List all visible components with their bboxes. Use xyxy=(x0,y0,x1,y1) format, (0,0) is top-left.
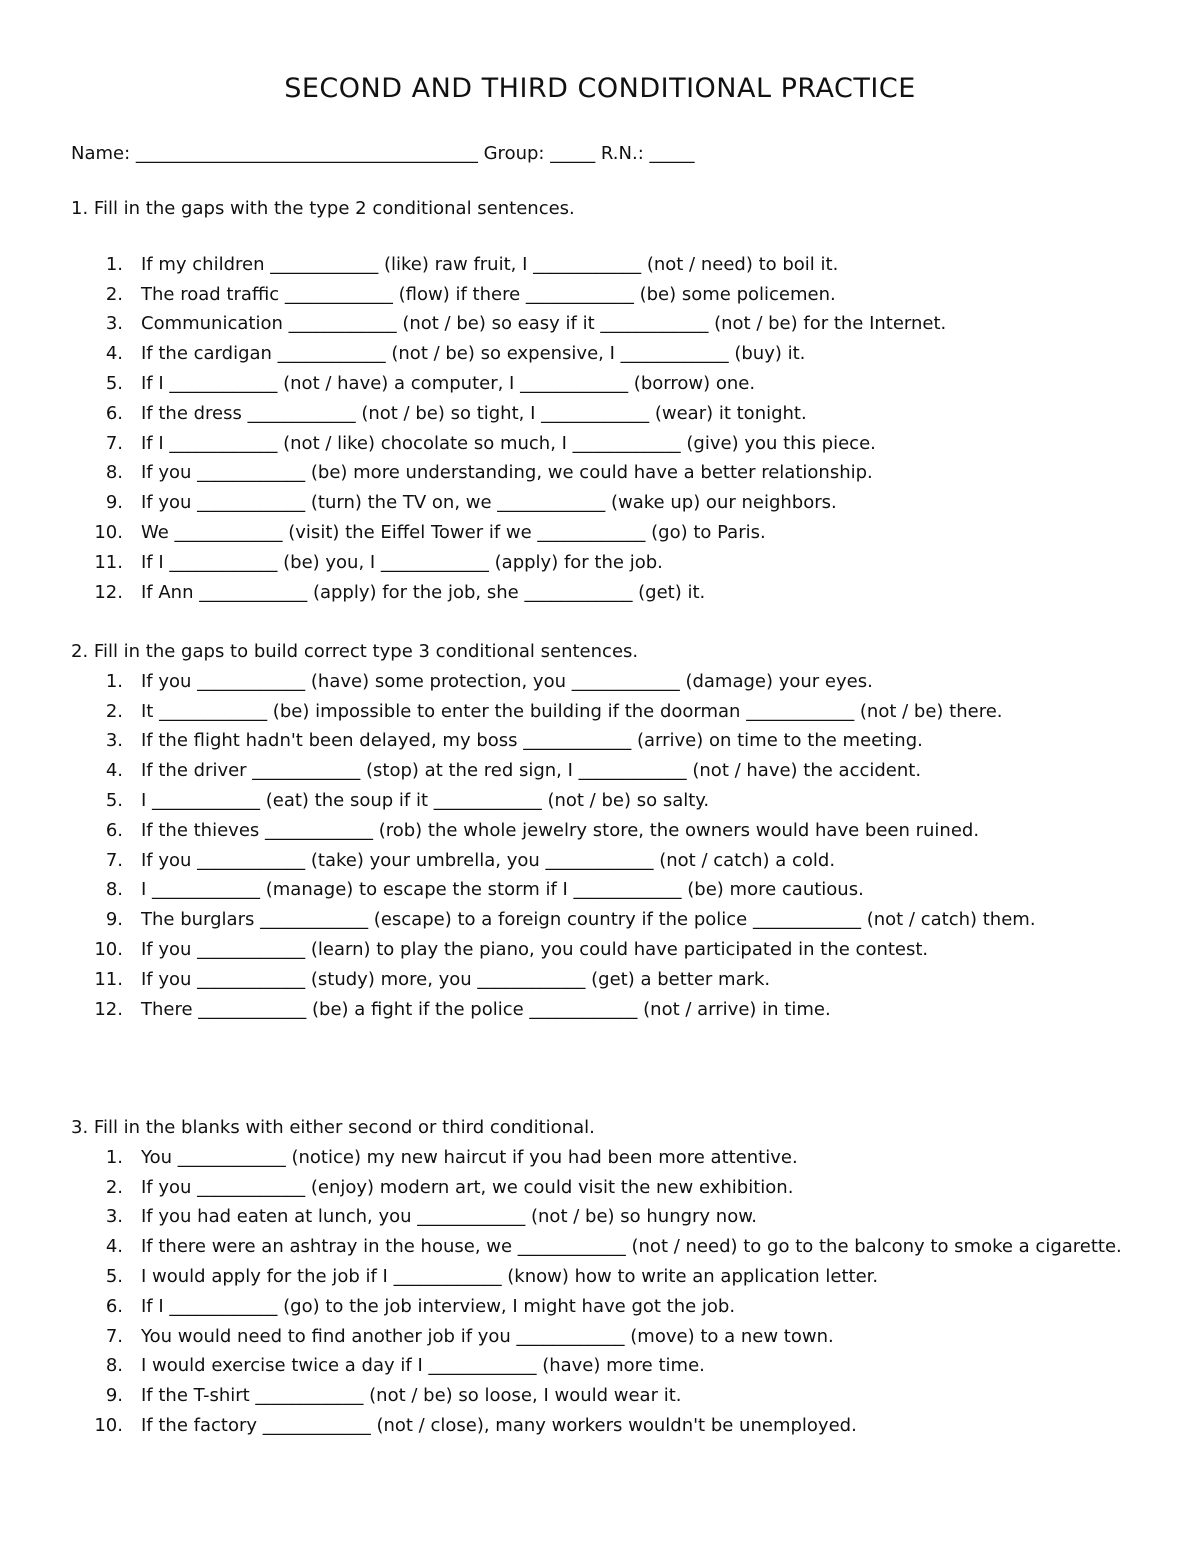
item-text: If you ____________ (be) more understanding, we could have a better relationship. xyxy=(141,462,873,484)
item-text: If the dress ____________ (not / be) so tight, I ____________ (wear) it tonight. xyxy=(141,402,807,424)
item-number: 3. xyxy=(105,313,123,335)
item-number: 9. xyxy=(105,492,123,514)
section-mixed xyxy=(71,1113,1141,1441)
exercise-item xyxy=(71,1292,1141,1322)
exercise-item xyxy=(71,429,1141,459)
item-text: If you ____________ (have) some protection, you ____________ (damage) your eyes. xyxy=(141,670,873,692)
exercise-item xyxy=(71,458,1141,488)
item-text: If I ____________ (not / like) chocolate so much, I ____________ (give) you this piece. xyxy=(141,432,876,454)
item-text: If Ann ____________ (apply) for the job, she ____________ (get) it. xyxy=(141,581,706,603)
item-number: 10. xyxy=(94,938,123,960)
exercise-item xyxy=(71,1381,1141,1411)
item-number: 12. xyxy=(94,998,123,1020)
exercise-item xyxy=(71,1143,1141,1173)
item-number: 2. xyxy=(105,283,123,305)
exercise-item xyxy=(71,578,1141,608)
exercise-list xyxy=(71,1143,1141,1441)
item-text: If I ____________ (not / have) a computer, I ____________ (borrow) one. xyxy=(141,372,756,394)
section-type2 xyxy=(71,194,1141,607)
exercise-item xyxy=(71,935,1141,965)
item-text: If I ____________ (go) to the job interview, I might have got the job. xyxy=(141,1295,736,1317)
item-text: We ____________ (visit) the Eiffel Tower if we ____________ (go) to Paris. xyxy=(141,521,766,543)
item-text: I ____________ (manage) to escape the storm if I ____________ (be) more cautious. xyxy=(141,879,864,901)
item-text: The road traffic ____________ (flow) if there ____________ (be) some policemen. xyxy=(141,283,836,305)
item-number: 3. xyxy=(105,730,123,752)
item-number: 7. xyxy=(105,849,123,871)
exercise-item xyxy=(71,280,1141,310)
exercise-item xyxy=(71,369,1141,399)
exercise-item xyxy=(71,786,1141,816)
item-text: If my children ____________ (like) raw fruit, I ____________ (not / need) to boil it. xyxy=(141,253,839,275)
exercise-item xyxy=(71,905,1141,935)
item-number: 2. xyxy=(105,700,123,722)
item-number: 6. xyxy=(105,402,123,424)
item-text: If the driver ____________ (stop) at the red sign, I ____________ (not / have) the accident. xyxy=(141,760,922,782)
item-text: There ____________ (be) a fight if the police ____________ (not / arrive) in time. xyxy=(141,998,831,1020)
item-text: If the flight hadn't been delayed, my boss ____________ (arrive) on time to the meeting. xyxy=(141,730,923,752)
exercise-item xyxy=(71,399,1141,429)
item-number: 12. xyxy=(94,581,123,603)
exercise-item xyxy=(71,339,1141,369)
item-number: 10. xyxy=(94,521,123,543)
exercise-item xyxy=(71,1173,1141,1203)
exercise-item xyxy=(71,667,1141,697)
exercise-item xyxy=(71,488,1141,518)
item-text: If you ____________ (study) more, you ____________ (get) a better mark. xyxy=(141,968,771,990)
exercise-list xyxy=(71,667,1141,1025)
item-number: 7. xyxy=(105,432,123,454)
item-number: 5. xyxy=(105,789,123,811)
exercise-item xyxy=(71,1202,1141,1232)
exercise-item xyxy=(71,726,1141,756)
exercise-item xyxy=(71,875,1141,905)
item-number: 9. xyxy=(105,1385,123,1407)
section-heading: 1. Fill in the gaps with the type 2 conditional sentences. xyxy=(71,198,575,219)
item-number: 3. xyxy=(105,1206,123,1228)
item-number: 11. xyxy=(94,551,123,573)
page-title: SECOND AND THIRD CONDITIONAL PRACTICE xyxy=(284,73,916,104)
item-text: If the T-shirt ____________ (not / be) so loose, I would wear it. xyxy=(141,1385,682,1407)
item-number: 10. xyxy=(94,1414,123,1436)
item-text: I would exercise twice a day if I ____________ (have) more time. xyxy=(141,1355,705,1377)
exercise-item xyxy=(71,1262,1141,1292)
item-number: 8. xyxy=(105,879,123,901)
exercise-item xyxy=(71,1322,1141,1352)
item-number: 4. xyxy=(105,760,123,782)
item-number: 8. xyxy=(105,462,123,484)
item-number: 1. xyxy=(105,253,123,275)
item-text: If the cardigan ____________ (not / be) so expensive, I ____________ (buy) it. xyxy=(141,343,806,365)
item-number: 1. xyxy=(105,1146,123,1168)
section-heading: 2. Fill in the gaps to build correct type 3 conditional sentences. xyxy=(71,641,639,662)
item-text: If you ____________ (learn) to play the piano, you could have participated in the contest. xyxy=(141,938,929,960)
item-text: If you ____________ (enjoy) modern art, we could visit the new exhibition. xyxy=(141,1176,794,1198)
item-text: If there were an ashtray in the house, we ____________ (not / need) to go to the balcony to smoke a cigarette. xyxy=(141,1236,1122,1258)
item-text: If you ____________ (turn) the TV on, we ____________ (wake up) our neighbors. xyxy=(141,492,837,514)
exercise-item xyxy=(71,1411,1141,1441)
item-text: You ____________ (notice) my new haircut if you had been more attentive. xyxy=(141,1146,798,1168)
item-number: 11. xyxy=(94,968,123,990)
exercise-item xyxy=(71,518,1141,548)
exercise-item xyxy=(71,309,1141,339)
item-text: Communication ____________ (not / be) so easy if it ____________ (not / be) for the Internet. xyxy=(141,313,947,335)
item-text: I ____________ (eat) the soup if it ____________ (not / be) so salty. xyxy=(141,789,710,811)
item-number: 6. xyxy=(105,819,123,841)
item-text: I would apply for the job if I ____________ (know) how to write an application letter. xyxy=(141,1265,879,1287)
item-number: 4. xyxy=(105,1236,123,1258)
item-number: 2. xyxy=(105,1176,123,1198)
exercise-item xyxy=(71,1351,1141,1381)
exercise-item xyxy=(71,250,1141,280)
item-number: 8. xyxy=(105,1355,123,1377)
item-text: If I ____________ (be) you, I ____________ (apply) for the job. xyxy=(141,551,663,573)
exercise-item xyxy=(71,995,1141,1025)
item-text: If you ____________ (take) your umbrella, you ____________ (not / catch) a cold. xyxy=(141,849,836,871)
section-type3 xyxy=(71,637,1141,1024)
exercise-item xyxy=(71,846,1141,876)
exercise-list xyxy=(71,250,1141,608)
exercise-item xyxy=(71,697,1141,727)
item-number: 4. xyxy=(105,343,123,365)
exercise-item xyxy=(71,756,1141,786)
exercise-item xyxy=(71,1232,1141,1262)
item-number: 6. xyxy=(105,1295,123,1317)
item-text: If the factory ____________ (not / close), many workers wouldn't be unemployed. xyxy=(141,1414,857,1436)
item-text: If the thieves ____________ (rob) the whole jewelry store, the owners would have been ruined. xyxy=(141,819,980,841)
item-number: 9. xyxy=(105,909,123,931)
item-number: 5. xyxy=(105,372,123,394)
item-text: It ____________ (be) impossible to enter the building if the doorman ____________ (not / be) there. xyxy=(141,700,1003,722)
item-text: The burglars ____________ (escape) to a foreign country if the police ____________ (not / catch) them. xyxy=(141,909,1036,931)
item-number: 1. xyxy=(105,670,123,692)
item-number: 7. xyxy=(105,1325,123,1347)
item-number: 5. xyxy=(105,1265,123,1287)
item-text: If you had eaten at lunch, you ____________ (not / be) so hungry now. xyxy=(141,1206,758,1228)
exercise-item xyxy=(71,816,1141,846)
item-text: You would need to find another job if you ____________ (move) to a new town. xyxy=(141,1325,834,1347)
exercise-item xyxy=(71,965,1141,995)
section-heading: 3. Fill in the blanks with either second or third conditional. xyxy=(71,1117,595,1138)
exercise-item xyxy=(71,548,1141,578)
student-info-line: Name: ______________________________________ Group: _____ R.N.: _____ xyxy=(71,143,695,164)
